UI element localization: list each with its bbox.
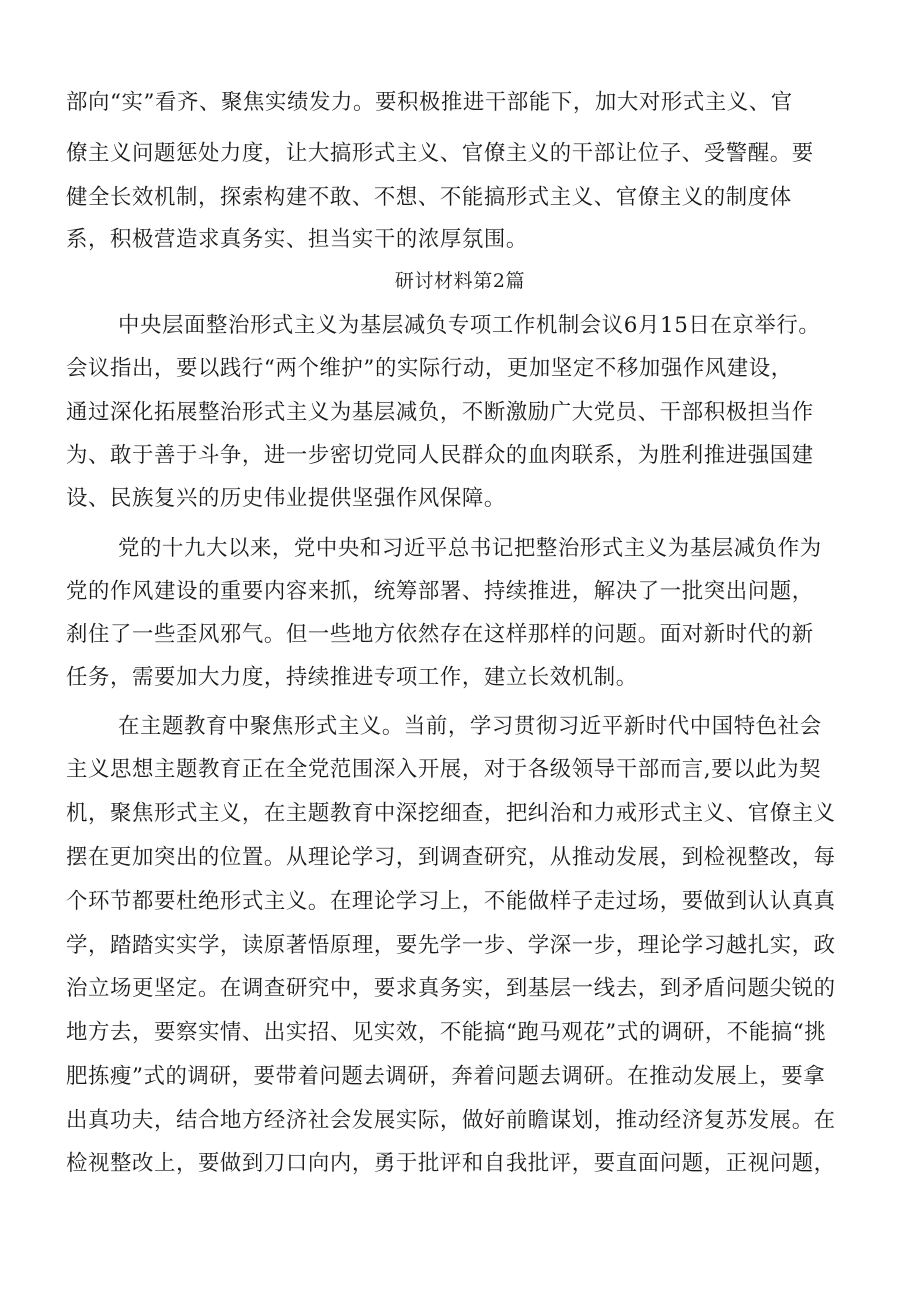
text-line: 通过深化拓展整治形式主义为基层减负，不断激励广大党员、干部积极担当作	[66, 400, 814, 425]
text-line: 机，聚焦形式主义，在主题教育中深挖细查，把纠治和力戒形式主义、官僚主义	[66, 801, 836, 826]
text-line: 设、民族复兴的历史伟业提供坚强作风保障。	[66, 486, 506, 511]
text-line: 为、敢于善于斗争，进一步密切党同人民群众的血肉联系，为胜利推进强国建	[66, 443, 814, 468]
text-line: 部向“实”看齐、聚焦实绩发力。要积极推进干部能下，加大对形式主义、官	[66, 90, 793, 115]
text-line: 学，踏踏实实学，读原著悟原理，要先学一步、学深一步，理论学习越扎实，政	[66, 933, 836, 958]
text-line: 在主题教育中聚焦形式主义。当前，学习贯彻习近平新时代中国特色社会	[118, 714, 822, 739]
text-line: 治立场更坚定。在调查研究中，要求真务实，到基层一线去，到矛盾问题尖锐的	[66, 976, 836, 1001]
text-line: 任务，需要加大力度，持续推进专项工作，建立长效机制。	[66, 665, 638, 690]
text-line: 中央层面整治形式主义为基层减负专项工作机制会议6月15日在京举行。	[118, 313, 821, 338]
text-line: 党的作风建设的重要内容来抓，统筹部署、持续推进，解决了一批突出问题，	[66, 579, 814, 604]
section-heading: 研讨材料第2篇	[394, 270, 526, 292]
text-line: 个环节都要杜绝形式主义。在理论学习上，不能做样子走过场，要做到认认真真	[66, 889, 836, 914]
text-line: 会议指出，要以践行“两个维护”的实际行动，更加坚定不移加强作风建设，	[66, 356, 793, 381]
text-line: 主义思想主题教育正在全党范围深入开展，对于各级领导干部而言,要以此为契	[66, 757, 822, 782]
text-line: 健全长效机制，探索构建不敢、不想、不能搞形式主义、官僚主义的制度体	[66, 185, 792, 210]
text-line: 刹住了一些歪风邪气。但一些地方依然存在这样那样的问题。面对新时代的新	[66, 622, 814, 647]
text-line: 僚主义问题惩处力度，让大搞形式主义、官僚主义的干部让位子、受警醒。要	[66, 141, 814, 166]
text-line: 肥拣瘦”式的调研，要带着问题去调研，奔着问题去调研。在推动发展上，要拿	[66, 1064, 826, 1089]
text-line: 系，积极营造求真务实、担当实干的浓厚氛围。	[66, 227, 528, 252]
text-line: 地方去，要察实情、出实招、见实效，不能搞“跑马观花”式的调研，不能搞“挑	[66, 1020, 827, 1045]
text-line: 检视整改上，要做到刀口向内，勇于批评和自我批评，要直面问题，正视问题，	[66, 1151, 836, 1176]
text-line: 摆在更加突出的位置。从理论学习，到调查研究，从推动发展，到检视整改，每	[66, 845, 836, 870]
text-line: 出真功夫，结合地方经济社会发展实际，做好前瞻谋划，推动经济复苏发展。在	[66, 1108, 836, 1133]
text-line: 党的十九大以来，党中央和习近平总书记把整治形式主义为基层减负作为	[118, 536, 822, 561]
